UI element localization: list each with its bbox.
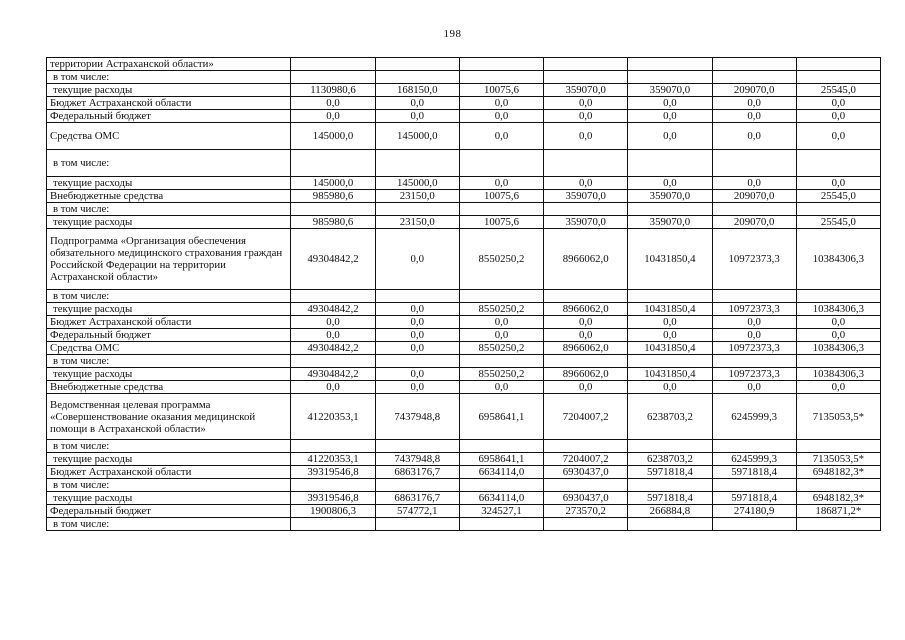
value-cell: 0,0 <box>712 381 796 394</box>
row-label: в том числе: <box>47 203 291 216</box>
row-label: территории Астраханской области» <box>47 58 291 71</box>
value-cell: 0,0 <box>544 123 628 150</box>
row-label: текущие расходы <box>47 177 291 190</box>
value-cell: 985980,6 <box>291 190 375 203</box>
table-row <box>47 316 881 329</box>
value-cell: 6245999,3 <box>712 453 796 466</box>
value-cell: 0,0 <box>544 329 628 342</box>
value-cell <box>291 203 375 216</box>
value-cell: 359070,0 <box>544 216 628 229</box>
table-row <box>47 518 881 531</box>
value-cell: 10384306,3 <box>796 368 880 381</box>
value-cell: 23150,0 <box>375 190 459 203</box>
value-cell: 7437948,8 <box>375 453 459 466</box>
value-cell: 0,0 <box>291 329 375 342</box>
value-cell: 6634114,0 <box>459 492 543 505</box>
value-cell: 0,0 <box>459 123 543 150</box>
value-cell <box>628 479 712 492</box>
value-cell <box>628 440 712 453</box>
table-row <box>47 303 881 316</box>
row-label: в том числе: <box>47 290 291 303</box>
value-cell: 0,0 <box>459 381 543 394</box>
table-row <box>47 123 881 150</box>
value-cell <box>291 518 375 531</box>
value-cell: 8966062,0 <box>544 229 628 290</box>
table-row <box>47 440 881 453</box>
row-label: текущие расходы <box>47 216 291 229</box>
table-row <box>47 177 881 190</box>
table-row <box>47 229 881 290</box>
value-cell <box>628 355 712 368</box>
row-label: Внебюджетные средства <box>47 381 291 394</box>
value-cell <box>375 440 459 453</box>
value-cell: 0,0 <box>375 303 459 316</box>
table-row <box>47 290 881 303</box>
value-cell <box>544 150 628 177</box>
value-cell: 1130980,6 <box>291 84 375 97</box>
value-cell <box>459 58 543 71</box>
value-cell: 10384306,3 <box>796 342 880 355</box>
table-row <box>47 479 881 492</box>
value-cell: 0,0 <box>628 381 712 394</box>
value-cell: 0,0 <box>375 329 459 342</box>
value-cell: 6930437,0 <box>544 466 628 479</box>
value-cell: 6245999,3 <box>712 394 796 440</box>
value-cell: 0,0 <box>291 316 375 329</box>
row-label: текущие расходы <box>47 492 291 505</box>
table-row <box>47 216 881 229</box>
row-label: Подпрограмма «Организация обеспечения обязательного медицинского страхования граждан Российской Федерации на территории Астраханской области» <box>47 229 291 290</box>
value-cell <box>459 355 543 368</box>
value-cell: 0,0 <box>628 316 712 329</box>
value-cell: 0,0 <box>459 110 543 123</box>
value-cell <box>375 150 459 177</box>
table-row <box>47 381 881 394</box>
value-cell: 6863176,7 <box>375 492 459 505</box>
value-cell <box>628 58 712 71</box>
value-cell: 25545,0 <box>796 190 880 203</box>
value-cell: 0,0 <box>628 110 712 123</box>
value-cell: 39319546,8 <box>291 492 375 505</box>
row-label: Федеральный бюджет <box>47 329 291 342</box>
value-cell: 0,0 <box>796 316 880 329</box>
value-cell: 0,0 <box>796 97 880 110</box>
value-cell: 0,0 <box>459 316 543 329</box>
value-cell: 39319546,8 <box>291 466 375 479</box>
value-cell <box>291 355 375 368</box>
value-cell: 6948182,3* <box>796 492 880 505</box>
value-cell: 8550250,2 <box>459 303 543 316</box>
value-cell <box>712 71 796 84</box>
table-body <box>47 58 881 531</box>
value-cell: 0,0 <box>628 177 712 190</box>
value-cell: 6863176,7 <box>375 466 459 479</box>
table-row <box>47 84 881 97</box>
row-label: текущие расходы <box>47 453 291 466</box>
value-cell: 10075,6 <box>459 216 543 229</box>
value-cell: 0,0 <box>375 342 459 355</box>
value-cell: 266884,8 <box>628 505 712 518</box>
value-cell <box>291 290 375 303</box>
value-cell: 145000,0 <box>291 177 375 190</box>
value-cell <box>796 518 880 531</box>
page-number: 198 <box>443 28 462 40</box>
value-cell: 209070,0 <box>712 216 796 229</box>
value-cell: 7204007,2 <box>544 394 628 440</box>
value-cell: 10972373,3 <box>712 368 796 381</box>
value-cell <box>544 290 628 303</box>
table-row <box>47 203 881 216</box>
value-cell: 0,0 <box>544 316 628 329</box>
value-cell <box>459 150 543 177</box>
table-row <box>47 97 881 110</box>
row-label: в том числе: <box>47 150 291 177</box>
value-cell: 6238703,2 <box>628 453 712 466</box>
value-cell: 10431850,4 <box>628 368 712 381</box>
value-cell <box>544 203 628 216</box>
value-cell: 0,0 <box>544 97 628 110</box>
row-label: Бюджет Астраханской области <box>47 97 291 110</box>
row-label: текущие расходы <box>47 84 291 97</box>
value-cell: 0,0 <box>712 97 796 110</box>
value-cell <box>796 150 880 177</box>
value-cell: 0,0 <box>375 110 459 123</box>
value-cell <box>291 71 375 84</box>
value-cell <box>628 71 712 84</box>
value-cell: 25545,0 <box>796 84 880 97</box>
value-cell: 6930437,0 <box>544 492 628 505</box>
value-cell <box>375 203 459 216</box>
value-cell <box>712 440 796 453</box>
value-cell: 209070,0 <box>712 84 796 97</box>
value-cell: 0,0 <box>544 110 628 123</box>
budget-table <box>46 57 881 531</box>
value-cell <box>459 518 543 531</box>
value-cell: 1900806,3 <box>291 505 375 518</box>
value-cell <box>375 58 459 71</box>
value-cell <box>459 71 543 84</box>
value-cell: 359070,0 <box>544 190 628 203</box>
value-cell: 8550250,2 <box>459 342 543 355</box>
value-cell: 5971818,4 <box>712 466 796 479</box>
value-cell <box>796 479 880 492</box>
value-cell: 5971818,4 <box>628 492 712 505</box>
value-cell: 7437948,8 <box>375 394 459 440</box>
value-cell <box>712 479 796 492</box>
value-cell: 49304842,2 <box>291 368 375 381</box>
table-row <box>47 394 881 440</box>
value-cell <box>291 58 375 71</box>
value-cell: 6958641,1 <box>459 453 543 466</box>
value-cell <box>712 150 796 177</box>
value-cell: 324527,1 <box>459 505 543 518</box>
value-cell: 145000,0 <box>291 123 375 150</box>
value-cell <box>628 518 712 531</box>
value-cell <box>796 71 880 84</box>
value-cell: 209070,0 <box>712 190 796 203</box>
value-cell <box>796 440 880 453</box>
value-cell <box>459 440 543 453</box>
value-cell: 49304842,2 <box>291 342 375 355</box>
table-row <box>47 368 881 381</box>
value-cell <box>544 355 628 368</box>
value-cell: 10431850,4 <box>628 303 712 316</box>
value-cell: 5971818,4 <box>712 492 796 505</box>
row-label: Бюджет Астраханской области <box>47 316 291 329</box>
value-cell: 10972373,3 <box>712 342 796 355</box>
value-cell: 0,0 <box>712 123 796 150</box>
row-label: Внебюджетные средства <box>47 190 291 203</box>
value-cell: 0,0 <box>712 177 796 190</box>
value-cell: 7204007,2 <box>544 453 628 466</box>
value-cell: 0,0 <box>459 329 543 342</box>
value-cell: 10431850,4 <box>628 229 712 290</box>
value-cell: 6634114,0 <box>459 466 543 479</box>
value-cell: 0,0 <box>291 381 375 394</box>
table-row <box>47 329 881 342</box>
value-cell <box>796 203 880 216</box>
value-cell <box>628 203 712 216</box>
value-cell: 0,0 <box>291 97 375 110</box>
row-label: в том числе: <box>47 355 291 368</box>
value-cell: 25545,0 <box>796 216 880 229</box>
value-cell: 8550250,2 <box>459 229 543 290</box>
value-cell <box>291 150 375 177</box>
table-row <box>47 453 881 466</box>
value-cell <box>628 150 712 177</box>
value-cell <box>544 518 628 531</box>
value-cell: 0,0 <box>375 368 459 381</box>
value-cell: 0,0 <box>375 97 459 110</box>
row-label: в том числе: <box>47 71 291 84</box>
value-cell <box>291 479 375 492</box>
value-cell: 49304842,2 <box>291 229 375 290</box>
value-cell: 0,0 <box>459 177 543 190</box>
value-cell: 41220353,1 <box>291 453 375 466</box>
value-cell: 273570,2 <box>544 505 628 518</box>
row-label: Средства ОМС <box>47 342 291 355</box>
value-cell <box>375 518 459 531</box>
value-cell <box>712 518 796 531</box>
table-row <box>47 505 881 518</box>
value-cell: 7135053,5* <box>796 394 880 440</box>
value-cell <box>712 203 796 216</box>
value-cell: 0,0 <box>796 110 880 123</box>
value-cell: 145000,0 <box>375 123 459 150</box>
value-cell: 41220353,1 <box>291 394 375 440</box>
value-cell <box>375 71 459 84</box>
row-label: Федеральный бюджет <box>47 110 291 123</box>
value-cell: 985980,6 <box>291 216 375 229</box>
value-cell: 6948182,3* <box>796 466 880 479</box>
value-cell: 8550250,2 <box>459 368 543 381</box>
value-cell: 10075,6 <box>459 190 543 203</box>
row-label: в том числе: <box>47 479 291 492</box>
table-row <box>47 110 881 123</box>
value-cell <box>291 440 375 453</box>
value-cell: 0,0 <box>544 177 628 190</box>
value-cell <box>796 58 880 71</box>
row-label: в том числе: <box>47 518 291 531</box>
table-row <box>47 466 881 479</box>
row-label: Федеральный бюджет <box>47 505 291 518</box>
value-cell <box>375 290 459 303</box>
value-cell <box>712 290 796 303</box>
value-cell: 49304842,2 <box>291 303 375 316</box>
value-cell: 0,0 <box>375 316 459 329</box>
value-cell: 574772,1 <box>375 505 459 518</box>
table-row <box>47 342 881 355</box>
value-cell: 8966062,0 <box>544 342 628 355</box>
value-cell: 5971818,4 <box>628 466 712 479</box>
value-cell: 10384306,3 <box>796 229 880 290</box>
value-cell: 0,0 <box>796 123 880 150</box>
value-cell: 0,0 <box>712 316 796 329</box>
table-row <box>47 58 881 71</box>
table-row <box>47 190 881 203</box>
value-cell <box>796 355 880 368</box>
value-cell: 7135053,5* <box>796 453 880 466</box>
value-cell: 359070,0 <box>628 216 712 229</box>
value-cell: 6958641,1 <box>459 394 543 440</box>
value-cell: 0,0 <box>628 123 712 150</box>
value-cell: 10972373,3 <box>712 229 796 290</box>
value-cell: 0,0 <box>712 329 796 342</box>
value-cell: 168150,0 <box>375 84 459 97</box>
value-cell: 145000,0 <box>375 177 459 190</box>
value-cell: 359070,0 <box>628 190 712 203</box>
value-cell <box>459 290 543 303</box>
value-cell: 10972373,3 <box>712 303 796 316</box>
value-cell: 10075,6 <box>459 84 543 97</box>
value-cell: 8966062,0 <box>544 303 628 316</box>
value-cell: 0,0 <box>291 110 375 123</box>
value-cell: 0,0 <box>796 381 880 394</box>
table-row <box>47 492 881 505</box>
row-label: Ведомственная целевая программа «Совершенствование оказания медицинской помощи в Астраханской области» <box>47 394 291 440</box>
value-cell <box>375 355 459 368</box>
value-cell: 0,0 <box>544 381 628 394</box>
value-cell <box>712 58 796 71</box>
row-label: Бюджет Астраханской области <box>47 466 291 479</box>
value-cell: 10431850,4 <box>628 342 712 355</box>
value-cell: 8966062,0 <box>544 368 628 381</box>
value-cell: 6238703,2 <box>628 394 712 440</box>
value-cell: 0,0 <box>375 381 459 394</box>
value-cell <box>544 479 628 492</box>
value-cell: 10384306,3 <box>796 303 880 316</box>
value-cell: 0,0 <box>628 97 712 110</box>
value-cell: 359070,0 <box>628 84 712 97</box>
row-label: в том числе: <box>47 440 291 453</box>
value-cell <box>712 355 796 368</box>
value-cell: 274180,9 <box>712 505 796 518</box>
value-cell <box>544 440 628 453</box>
value-cell <box>375 479 459 492</box>
value-cell: 0,0 <box>459 97 543 110</box>
table-row <box>47 355 881 368</box>
table-row <box>47 150 881 177</box>
row-label: текущие расходы <box>47 303 291 316</box>
value-cell <box>459 203 543 216</box>
row-label: текущие расходы <box>47 368 291 381</box>
value-cell: 0,0 <box>375 229 459 290</box>
value-cell <box>796 290 880 303</box>
table-row <box>47 71 881 84</box>
value-cell: 0,0 <box>796 329 880 342</box>
value-cell: 186871,2* <box>796 505 880 518</box>
value-cell <box>628 290 712 303</box>
value-cell <box>544 58 628 71</box>
value-cell: 0,0 <box>796 177 880 190</box>
value-cell: 23150,0 <box>375 216 459 229</box>
value-cell <box>544 71 628 84</box>
row-label: Средства ОМС <box>47 123 291 150</box>
value-cell <box>459 479 543 492</box>
value-cell: 0,0 <box>712 110 796 123</box>
value-cell: 359070,0 <box>544 84 628 97</box>
value-cell: 0,0 <box>628 329 712 342</box>
